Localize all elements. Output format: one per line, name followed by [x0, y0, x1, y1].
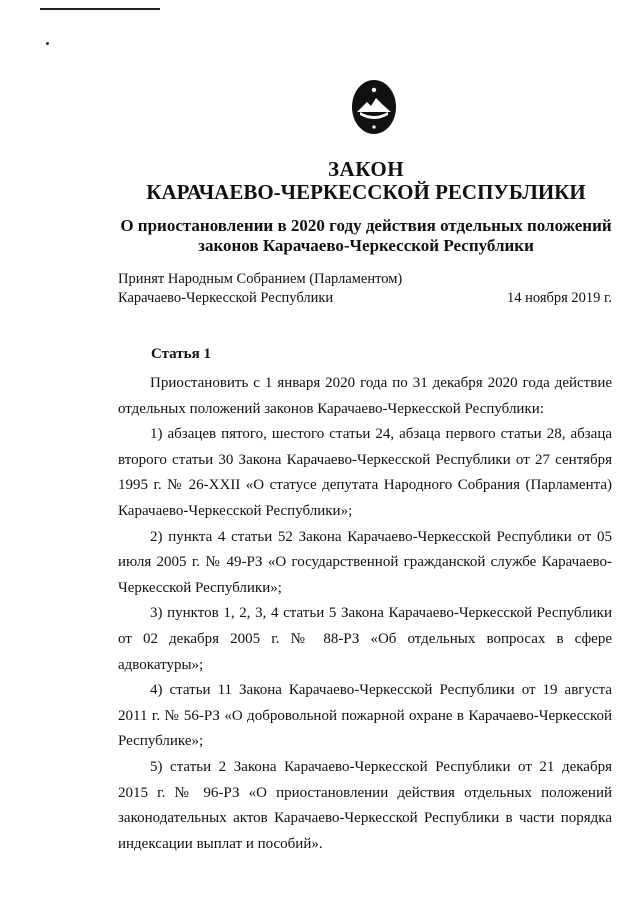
adopted-by-line-1: Принят Народным Собранием (Парламентом) — [118, 271, 403, 287]
law-subject-line-1: О приостановлении в 2020 году действия отдельных положений — [120, 216, 612, 235]
article-paragraph: 4) статьи 11 Закона Карачаево-Черкесской Республики от 19 августа 2011 г. № 56-РЗ «О добровольной пожарной охране в Карачаево-Черкесской Республике»; — [118, 682, 612, 750]
article-paragraph: 1) абзацев пятого, шестого статьи 24, абзаца первого статьи 28, абзаца второго статьи 30 Закона Карачаево-Черкесской Республики от 27 сентября 1995 г. № 26-XXII «О статусе депутата Народного Собрания (Парламента) Карачаево-Черкесской Республики»; — [118, 426, 612, 519]
law-subject-line-2: законов Карачаево-Черкесской Республики — [198, 236, 534, 255]
republic-title: КАРАЧАЕВО-ЧЕРКЕССКОЙ РЕСПУБЛИКИ — [146, 180, 586, 204]
article-paragraph: 2) пункта 4 статьи 52 Закона Карачаево-Черкесской Республики от 05 июля 2005 г. № 49-РЗ «О государственной гражданской службе Карачаево-Черкесской Республики»; — [118, 528, 612, 596]
scan-dot — [46, 42, 49, 45]
law-title: ЗАКОН — [327, 157, 405, 181]
article-body — [118, 371, 612, 857]
article-paragraph: 3) пунктов 1, 2, 3, 4 статьи 5 Закона Карачаево-Черкесской Республики от 02 декабря 2005 г. № 88-РЗ «Об отдельных вопросах в сфере адвокатуры»; — [118, 605, 612, 673]
article-paragraph: 5) статьи 2 Закона Карачаево-Черкесской Республики от 21 декабря 2015 г. № 96-РЗ «О приостановлении действия отдельных положений законодательных актов Карачаево-Черкесской Республики в части порядка индексации выплат и пособий». — [118, 758, 612, 852]
adoption-date: 14 ноября 2019 г. — [506, 290, 612, 306]
article-paragraph: Приостановить с 1 января 2020 года по 31 декабря 2020 года действие отдельных положений законов Карачаево-Черкесской Республики: — [118, 375, 612, 417]
republic-emblem-icon — [343, 76, 405, 138]
top-rule — [40, 8, 160, 10]
adopted-by-line-2: Карачаево-Черкесской Республики — [118, 290, 334, 306]
article-heading: Статья 1 — [151, 346, 211, 362]
